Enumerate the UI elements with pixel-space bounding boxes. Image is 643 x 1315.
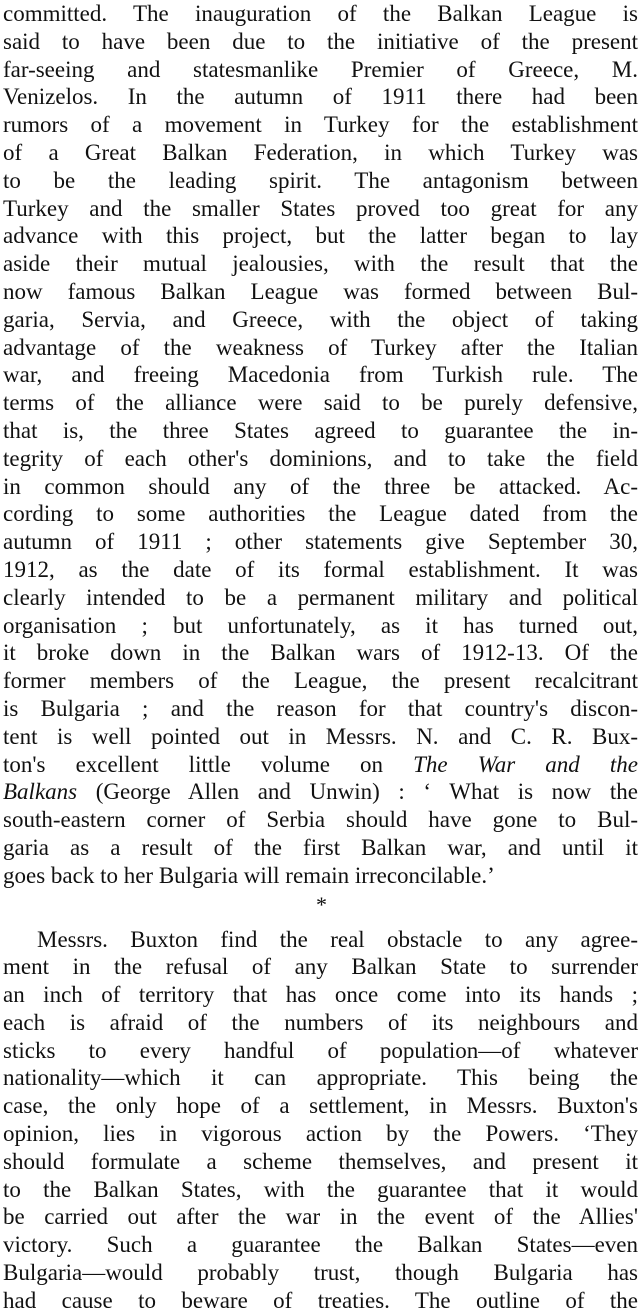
text-segment: ton's excellent little volume on [3,751,384,777]
text-line: victory. Such a guarantee the Balkan States—even [3,1232,638,1258]
text-line: an inch of territory that has once come into its hands ; [3,982,638,1008]
text-line: to the Balkan States, with the guarantee that it would [3,1176,638,1202]
text-line: Messrs. Buxton find the real obstacle to any agree- [37,926,638,952]
text-line: terms of the alliance were said to be purely defensive, [3,390,638,416]
text-line: tent is well pointed out in Messrs. N. and C. R. Bux- [3,723,638,749]
text-line: ment in the refusal of any Balkan State to surrender [3,954,638,980]
book-title-italic: The War and the [413,751,638,777]
text-line: former members of the League, the present recalcitrant [3,668,638,694]
text-segment: (George Allen and Unwin) : ‘ What is now the [77,779,638,805]
text-line: in common should any of the three be attacked. Ac- [3,473,638,499]
text-line: aside their mutual jealousies, with the result that the [3,251,638,277]
text-line: be carried out after the war in the event of the Allies' [3,1204,638,1230]
text-line: now famous Balkan League was formed between Bul- [3,278,638,304]
text-line: Bulgaria—would probably trust, though Bulgaria has [3,1260,638,1286]
text-line: organisation ; but unfortunately, as it has turned out, [3,612,638,638]
text-line: war, and freeing Macedonia from Turkish rule. The [3,362,638,388]
text-line [3,778,638,806]
text-line: opinion, lies in vigorous action by the Powers. ‘They [3,1121,638,1147]
text-line: far-seeing and statesmanlike Premier of Greece, M. [3,56,638,82]
text-line: of a Great Balkan Federation, in which Turkey was [3,139,638,165]
text-line: advantage of the weakness of Turkey after the Italian [3,334,638,360]
section-separator: * [316,891,327,917]
text-line: said to have been due to the initiative of the present [3,28,638,54]
text-line: garia as a result of the first Balkan war, and until it [3,834,638,860]
text-line: Turkey and the smaller States proved too great for any [3,195,638,221]
text-line: advance with this project, but the latter began to lay [3,223,638,249]
text-line: sticks to every handful of population—of whatever [3,1037,638,1063]
text-line: is Bulgaria ; and the reason for that country's discon- [3,695,638,721]
text-line: south-eastern corner of Serbia should have gone to Bul- [3,807,638,833]
text-line [3,751,638,779]
text-line: should formulate a scheme themselves, and present it [3,1148,638,1174]
text-line: tegrity of each other's dominions, and to take the field [3,445,638,471]
text-line: it broke down in the Balkan wars of 1912-13. Of the [3,640,638,666]
text-line: each is afraid of the numbers of its neighbours and [3,1009,638,1035]
text-line: clearly intended to be a permanent military and political [3,584,638,610]
text-line: rumors of a movement in Turkey for the establishment [3,112,638,138]
paragraph-2 [0,926,643,1315]
text-line: cording to some authorities the League dated from the [3,501,638,527]
text-line: nationality—which it can appropriate. This being the [3,1065,638,1091]
text-line: 1912, as the date of its formal establishment. It was [3,556,638,582]
text-line: goes back to her Bulgaria will remain irreconcilable.’ [3,862,495,888]
book-title-italic: Balkans [3,779,78,805]
text-line: case, the only hope of a settlement, in Messrs. Buxton's [3,1093,638,1119]
text-line: autumn of 1911 ; other statements give September 30, [3,529,638,555]
text-line: committed. The inauguration of the Balkan League is [3,1,638,26]
text-line: garia, Servia, and Greece, with the object of taking [3,306,638,332]
text-line: that is, the three States agreed to guarantee the in- [3,417,638,443]
text-line: had cause to beware of treaties. The outline of the [3,1287,638,1313]
text-line: to be the leading spirit. The antagonism between [3,167,638,193]
text-line: Venizelos. In the autumn of 1911 there had been [3,84,638,110]
